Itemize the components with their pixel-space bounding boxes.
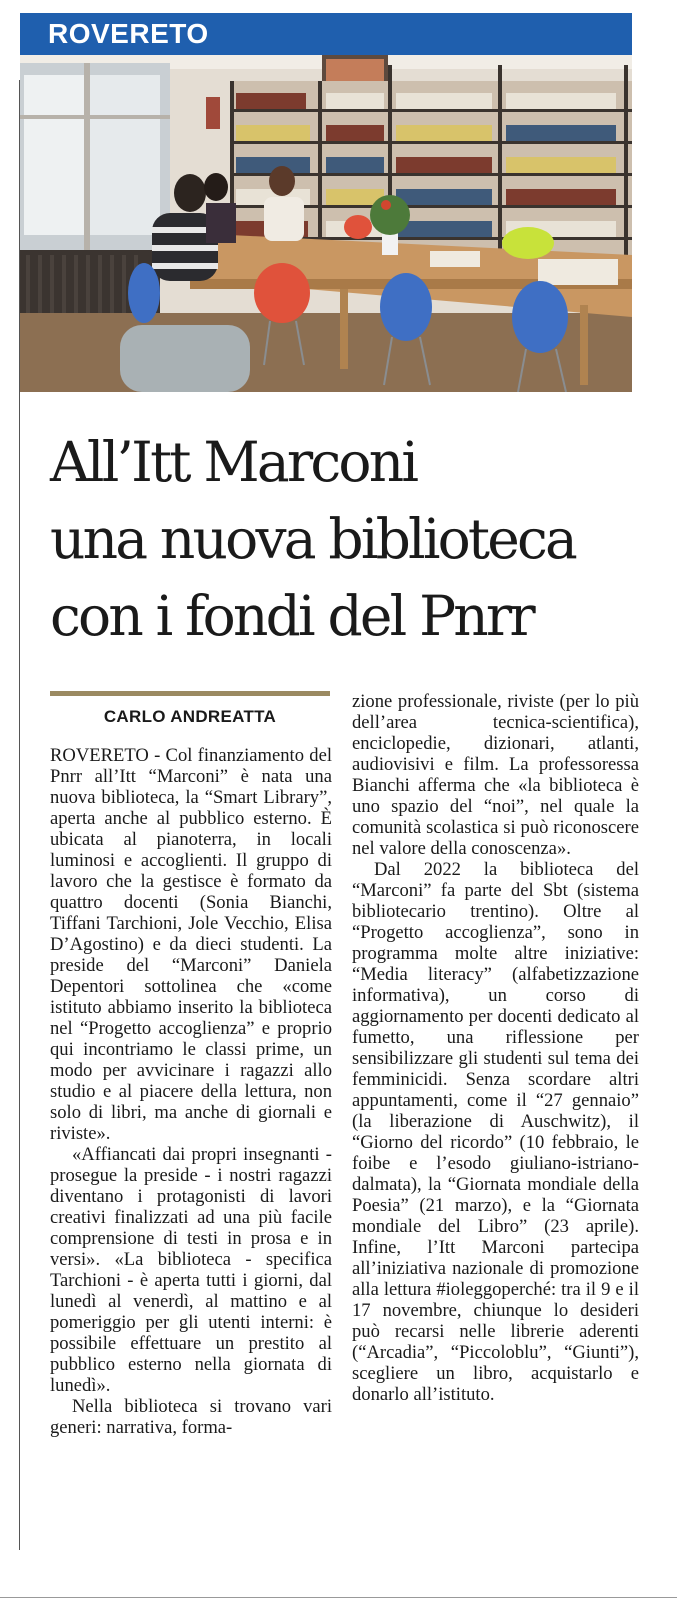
article-paragraph: ROVERETO - Col finanziamento del Pnrr all’Itt “Marconi” è nata una nuova biblioteca, la “Smart Library”, aperta anche al pubblico esterno. È ubicata al pianoterra, in locali luminosi e accoglienti. Il gruppo di lavoro che la gestisce è formato da quattro docenti (Sonia Bianchi, Tiffani Tarchioni, Jole Vecchio, Elisa D’Agostino) e da dieci studenti. La preside del “Marconi” Daniela Depentori sottolinea che «come istituto abbiamo inserito la biblioteca nel “Progetto accoglienza” e proprio qui incontriamo le classi prime, un modo per avvicinare i ragazzi allo studio e al piacere della lettura, non solo di libri, ma anche di giornali e riviste». [50,745,332,1144]
article-paragraph: Dal 2022 la biblioteca del “Marconi” fa parte del Sbt (sistema bibliotecario trentino). Oltre al “Progetto accoglienza”, sono in programma molte altre iniziative: “Media literacy” (alfabetizzazione informativa), un corso di aggiornamento per docenti dedicato al fumetto, una riflessione per sensibilizzare gli studenti sul tema dei femminicidi. Senza scordare altri appuntamenti, come il “27 gennaio” (la liberazione di Auschwitz), il “Giorno del ricordo” (10 febbraio, le foibe e l’esodo giuliano-istriano-dalmata), la “Giornata mondiale della Poesia” (21 marzo), e la “Giornata mondiale del Libro” (23 aprile). Infine, l’Itt Marconi partecipa all’iniziativa nazionale di promozione alla lettura #ioleggoperché: tra il 9 e il 17 novembre, chiunque lo desideri può recarsi nelle librerie aderenti (“Arcadia”, “Piccoloblu”, “Giunti”), scegliere un libro, acquistarlo e donarlo all’istituto. [352,859,639,1405]
article-paragraph: Nella biblioteca si trovano vari generi: narrativa, forma- [50,1396,332,1438]
library-photo [20,55,632,392]
headline [50,424,650,655]
byline: CARLO ANDREATTA [103,707,277,726]
section-header-bar [20,13,632,55]
byline-rule [50,691,330,696]
article-column-right [352,691,639,1405]
page-bottom-rule [0,1597,677,1598]
library-photo-illustration [20,55,632,392]
headline-line-2: una nuova biblioteca [50,507,575,571]
article-paragraph: zione professionale, riviste (per lo più dell’area tecnica-scientifica), enciclopedie, dizionari, atlanti, audiovisivi e film. La professoressa Bianchi afferma che «la biblioteca è uno spazio del “noi”, nel quale la comunità scolastica si può riconoscere nel valore della conoscenza». [352,691,639,859]
headline-line-1: All’Itt Marconi [50,430,417,494]
article-column-left [50,745,332,1438]
headline-line-3: con i fondi del Pnrr [50,584,533,648]
section-label: ROVERETO [48,18,209,49]
article-paragraph: «Affiancati dai propri insegnanti - prosegue la preside - i nostri ragazzi diventano i protagonisti di lavori creativi finalizzati ad una più facile comprensione di testi in prosa e in versi». «La biblioteca - specifica Tarchioni - è aperta tutti i giorni, dal lunedì al venerdì, al mattino e al pomeriggio per gli utenti interni: è possibile effettuare un prestito al pubblico esterno nella giornata di lunedì». [50,1144,332,1396]
